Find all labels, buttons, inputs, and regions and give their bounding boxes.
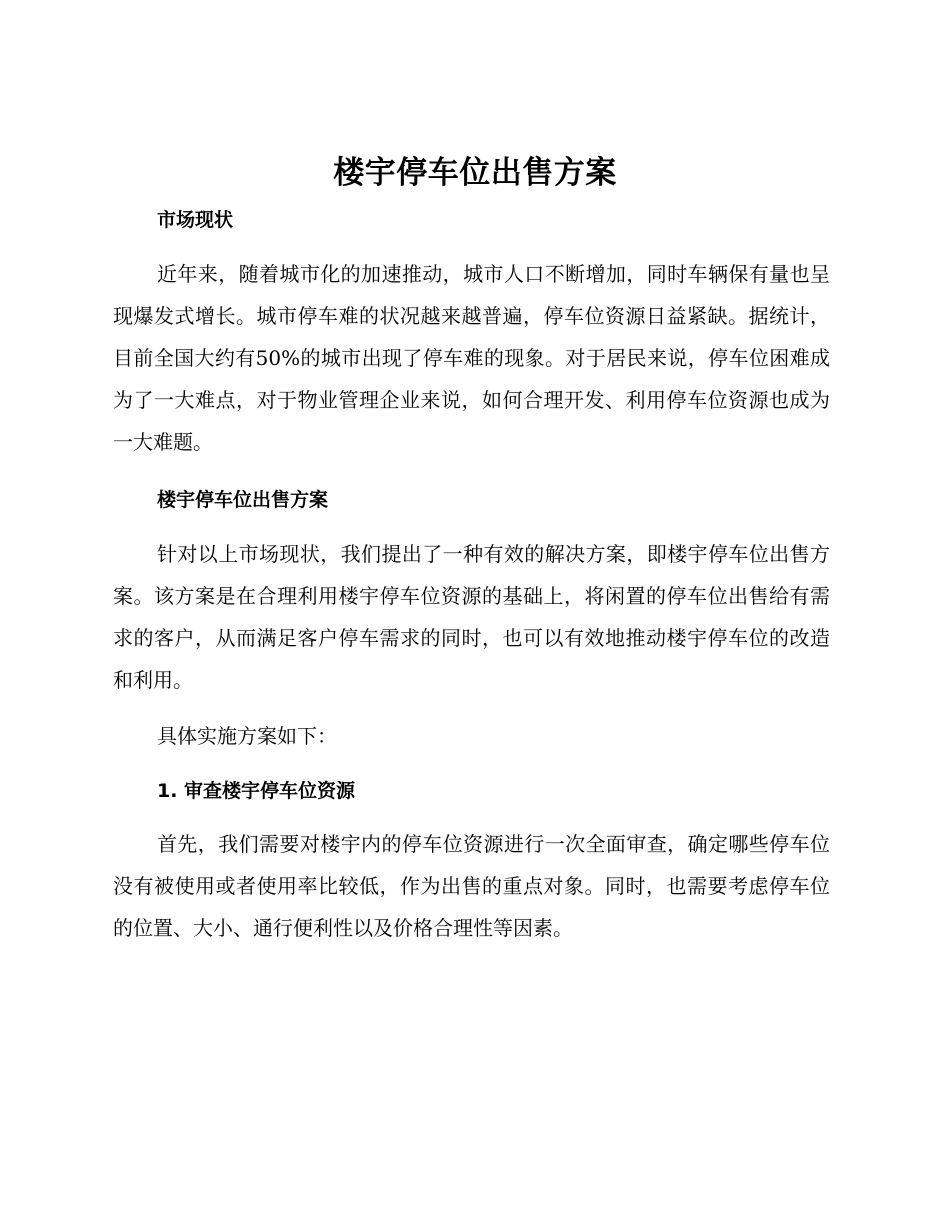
- section-heading-sale-plan: 楼宇停车位出售方案: [157, 489, 329, 511]
- section-heading-market-status: 市场现状: [157, 209, 234, 231]
- section-heading-review-resources: 1. 审查楼宇停车位资源: [157, 780, 356, 802]
- section-paragraph-market-status: 近年来，随着城市化的加速推动，城市人口不断增加，同时车辆保有量也呈现爆发式增长。城市停车难的状况越来越普遍，停车位资源日益紧缺。据统计，目前全国大约有50%的城市出现了停车难的现象。对于居民来说，停车位困难成为了一大难点，对于物业管理企业来说，如何合理开发、利用停车位资源也成为一大难题。: [113, 262, 830, 454]
- implementation-intro: 具体实施方案如下：: [157, 724, 337, 748]
- section-paragraph-sale-plan: 针对以上市场现状，我们提出了一种有效的解决方案，即楼宇停车位出售方案。该方案是在合理利用楼宇停车位资源的基础上，将闲置的停车位出售给有需求的客户，从而满足客户停车需求的同时，也可以有效地推动楼宇停车位的改造和利用。: [113, 542, 830, 692]
- document-title: 楼宇停车位出售方案: [333, 155, 617, 191]
- section-paragraph-review-resources: 首先，我们需要对楼宇内的停车位资源进行一次全面审查，确定哪些停车位没有被使用或者使用率比较低，作为出售的重点对象。同时，也需要考虑停车位的位置、大小、通行便利性以及价格合理性等因素。: [113, 832, 830, 940]
